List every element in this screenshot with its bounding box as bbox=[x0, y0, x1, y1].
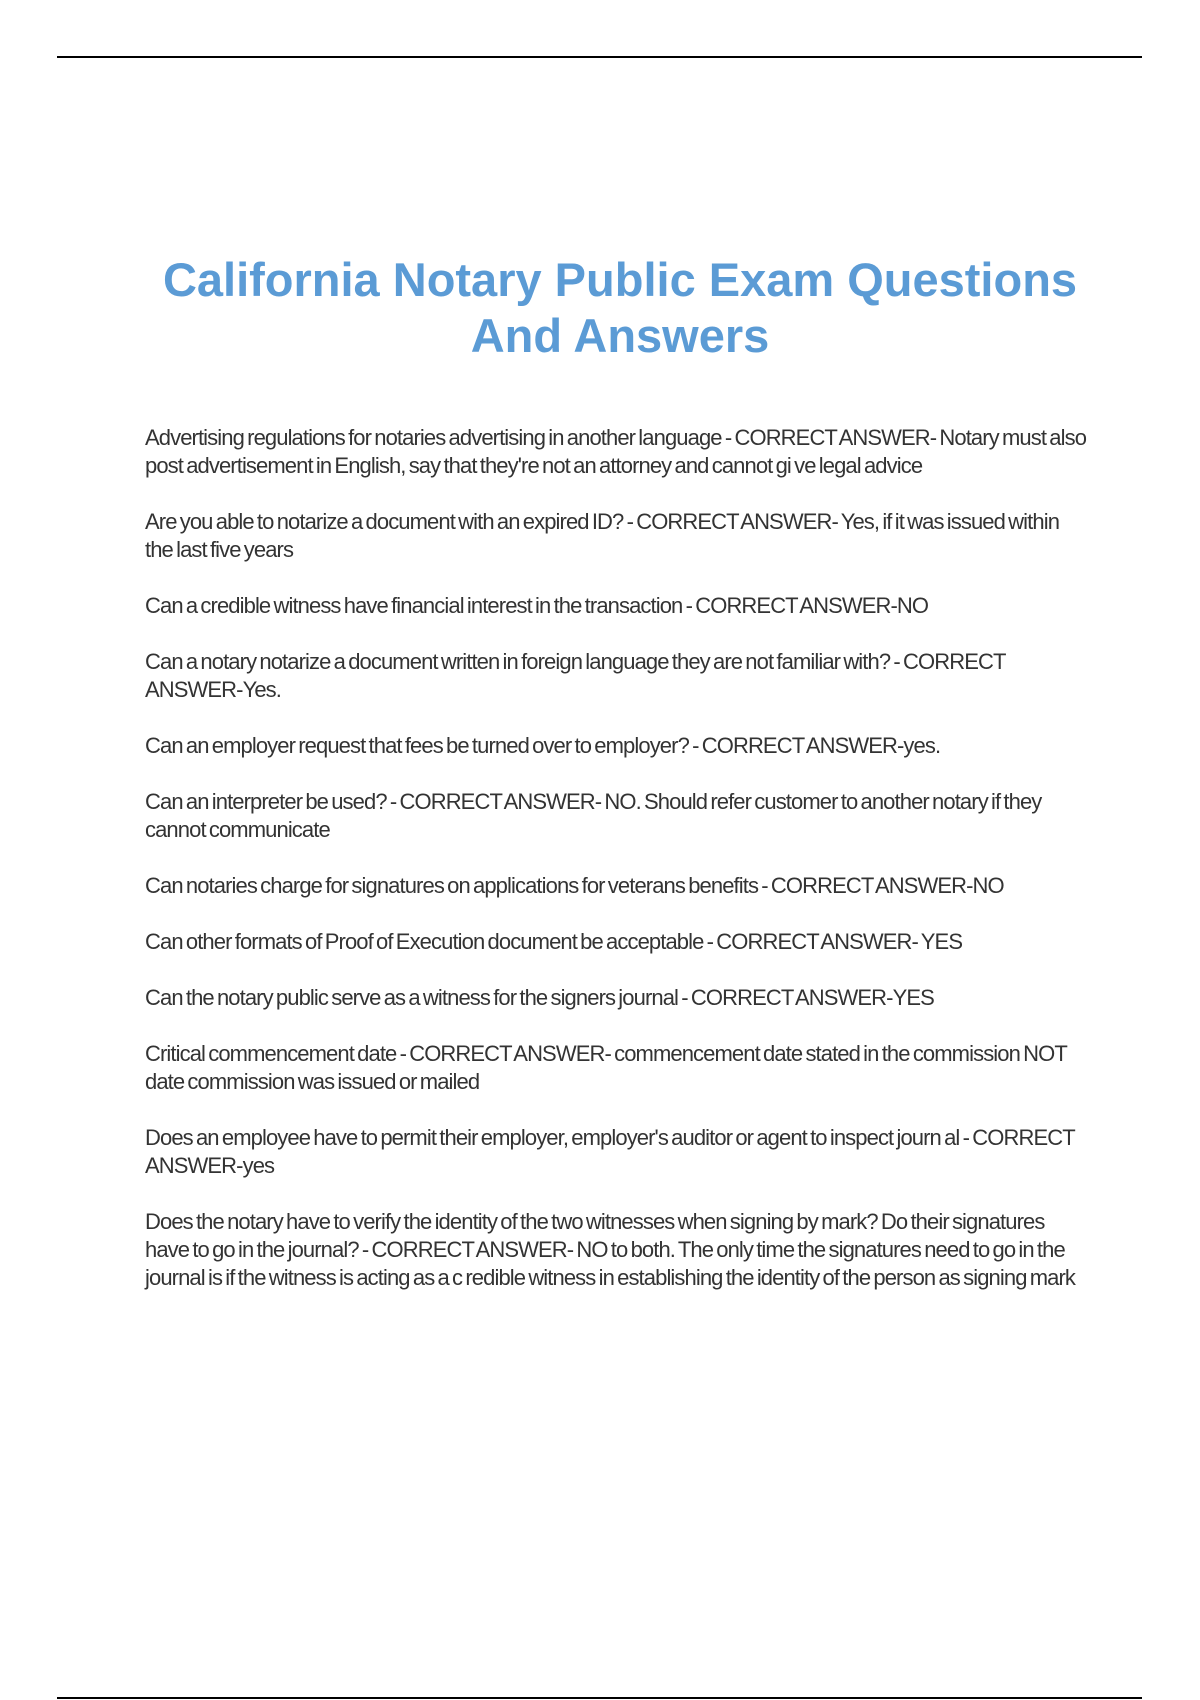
qa-item: Can other formats of Proof of Execution document be acceptable - CORRECT ANSWER- YES bbox=[145, 929, 963, 954]
qa-item: Can a notary notarize a document written in foreign language they are not familiar with? - CORRECT ANSWER-Yes. bbox=[145, 649, 1006, 702]
qa-item: Critical commencement date - CORRECT ANSWER- commencement date stated in the commission NOT date commission was issued or mailed bbox=[145, 1041, 1067, 1094]
qa-item: Can a credible witness have financial interest in the transaction - CORRECT ANSWER-NO bbox=[145, 593, 929, 618]
qa-list bbox=[145, 424, 1090, 1320]
qa-item: Can an interpreter be used? - CORRECT ANSWER- NO. Should refer customer to another notary if they cannot communicate bbox=[145, 789, 1042, 842]
qa-item: Advertising regulations for notaries advertising in another language - CORRECT ANSWER- Notary must also post advertisement in English, say that they're not an attorney and cannot gi ve legal advice bbox=[145, 425, 1087, 478]
qa-item: Can notaries charge for signatures on applications for veterans benefits - CORRECT ANSWER-NO bbox=[145, 873, 1004, 898]
qa-item: Does the notary have to verify the identity of the two witnesses when signing by mark? Do their signatures have to go in the journal? - CORRECT ANSWER- NO to both. The only time the signatures need to go in the journal is if the witness is acting as a c redible witness in establishing the identity of the person as signing mark bbox=[145, 1209, 1076, 1290]
page-title: California Notary Public Exam Questions And Answers bbox=[162, 253, 1078, 362]
qa-item: Can an employer request that fees be turned over to employer? - CORRECT ANSWER-yes. bbox=[145, 733, 941, 758]
qa-item: Are you able to notarize a document with an expired ID? - CORRECT ANSWER- Yes, if it was issued within the last five years bbox=[145, 509, 1060, 562]
qa-item: Does an employee have to permit their employer, employer's auditor or agent to inspect journ al - CORRECT ANSWER-yes bbox=[145, 1125, 1075, 1178]
qa-item: Can the notary public serve as a witness for the signers journal - CORRECT ANSWER-YES bbox=[145, 985, 934, 1010]
top-rule bbox=[57, 56, 1142, 58]
bottom-rule bbox=[57, 1697, 1142, 1699]
